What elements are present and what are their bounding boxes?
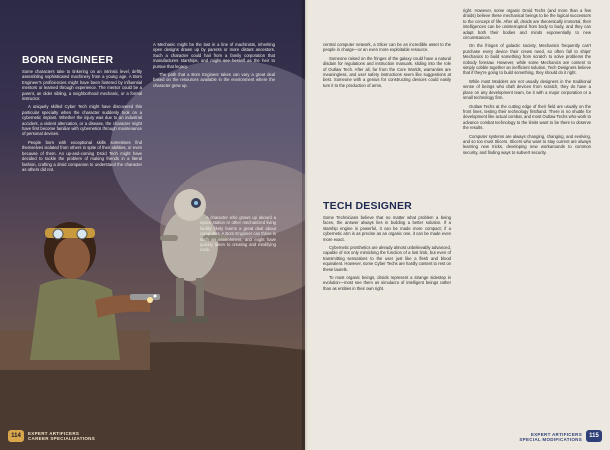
- paragraph: Some Technicians believe that no matter what problem a being faces, the answer always lies in building a better solution. If a starship engine is powerful, it can be made more compact; if a cybernetic arm is as precise as an organic one, it can be made even more exact.: [323, 215, 451, 242]
- right-column-1-lower: [323, 215, 451, 294]
- paragraph: A Mechanic might be the last in a line of machinists, inheriting open designs drawn up by parents or more distant ancestors. Such a character could hail from a family corporation that manufactures starships, and might see herself as the heir to pursue that legacy.: [153, 42, 275, 69]
- right-column-2: [463, 8, 591, 158]
- right-page: [305, 0, 610, 450]
- paragraph: Computer systems are always changing, changing, and evolving, and so too must Slicers. Slicers who want to stay current are always learning new tricks, developing new workarounds to common security, and finding ways to subvert security.: [463, 133, 591, 155]
- born-engineer-heading: BORN ENGINEER: [22, 54, 114, 66]
- paragraph: Outlaw Techs at the cutting edge of their field are usually on the front lines, testing their technology firsthand. There is no shuttle for development like actual combat, and most Outlaw Techs who work to advance combat technology to the limits want to be there to observe the results.: [463, 103, 591, 131]
- paragraph: The path that a Born Engineer takes can vary a great deal based on the resources available in the environment where the character grew up.: [153, 72, 275, 88]
- left-column-1: [22, 69, 142, 175]
- paragraph: right. However, some organic Droid Techs (and more than a few droids) believe these mechanical beings to be the logical successors to the concept of life. After all, droids are theoretically immortal, their intelligences can be uninterrupted from body to body, and they can adapt both their bodies and minds exponentially to new circumstances.: [463, 8, 591, 41]
- page-number-right: 115: [586, 430, 602, 442]
- paragraph: People born with exceptional skills sometimes find themselves isolated from others in spite of their abilities, or even because of them. An up-and-coming Droid Tech might have decided to tackle the problem of making friends in a literal fashion, crafting a droid companion to understand the character as others did not.: [22, 139, 142, 172]
- right-column-1: [323, 42, 451, 91]
- footer-line: SPECIAL MODIFICATIONS: [519, 437, 582, 442]
- paragraph: Some characters take to tinkering on an intrinsic level, deftly assembling sophisticated machinery from a young age. A Born Engineer's proficiencies might have been fostered by influential mentors or learned through experience. The mentor could be a parent, an older sibling, a neighborhood mechanic, or a formal instructor.: [22, 69, 142, 102]
- footer-line: EXPERT ARTIFICERS: [530, 432, 582, 437]
- paragraph: Someone raised on the fringes of the galaxy could have a natural disdain for regulations and instruction manuals, sliding into the role of Outlaw Tech. After all, far from the Core Worlds, warranties are meaningless, and user safety instructions seem like suggestions at best. Someone with a genius for constructing devices could easily turn it to the production of arms.: [323, 55, 451, 88]
- page-number-left: 114: [8, 430, 24, 442]
- left-column-2: [153, 42, 275, 91]
- paragraph: To most organic beings, droids represent a strange sidestep in evolution—most see them as simulacra of intelligent beings rather than as entities in their own right.: [323, 275, 451, 291]
- paragraph: A uniquely skilled Cyber Tech might have discovered this particular specialty when the character suddenly took on a cybernetic implant. Whether the injury was due to an industrial accident, a violent altercation, or a disease, the character might have first become familiar with cybernetics through maintenance of personal devices.: [22, 104, 142, 137]
- left-column-2-lower: [200, 215, 276, 256]
- footer-line: CAREER SPECIALIZATIONS: [28, 436, 96, 441]
- footer-line: EXPERT ARTIFICERS: [28, 431, 80, 436]
- paragraph: On the fringes of galactic society, Mechanics frequently can't purchase every device their crews need, so often fall to ships' Mechanics to build something from scratch to solve problems the nobody foresaw. However, while some Mechanics are content to simply cobble together an inefficient solution, Tech Designers believe that if they're going to build something, they should do it right.: [463, 43, 591, 76]
- paragraph: A character who grows up aboard a space station or other mechanized living facility likely learns a great deal about computers. A Born Engineer can thrive in such an environment, and might have quickly taken to creating and modifying code.: [200, 215, 276, 253]
- paragraph: While most Modders are not usually designers in the traditional sense of beings who draft devices from scratch, they do have a place on any development team, be it with a major corporation or a small technology firm.: [463, 78, 591, 101]
- paragraph: Cybernetic prosthetics are already almost unbelievably advanced, capable of not only mimicking the function of a lost limb, but even of transmitting sensations to the user just like a flesh and blood equivalent. However, some Cyber Techs are hardly content to rest on these laurels.: [323, 245, 451, 272]
- tech-designer-heading: TECH DESIGNER: [323, 200, 412, 212]
- footer-label-left: [28, 431, 95, 441]
- footer-label-right: [519, 432, 582, 442]
- paragraph: central computer network, a Slicer can be an incredible asset to the people in charge—or an even more exploitable resource.: [323, 42, 451, 53]
